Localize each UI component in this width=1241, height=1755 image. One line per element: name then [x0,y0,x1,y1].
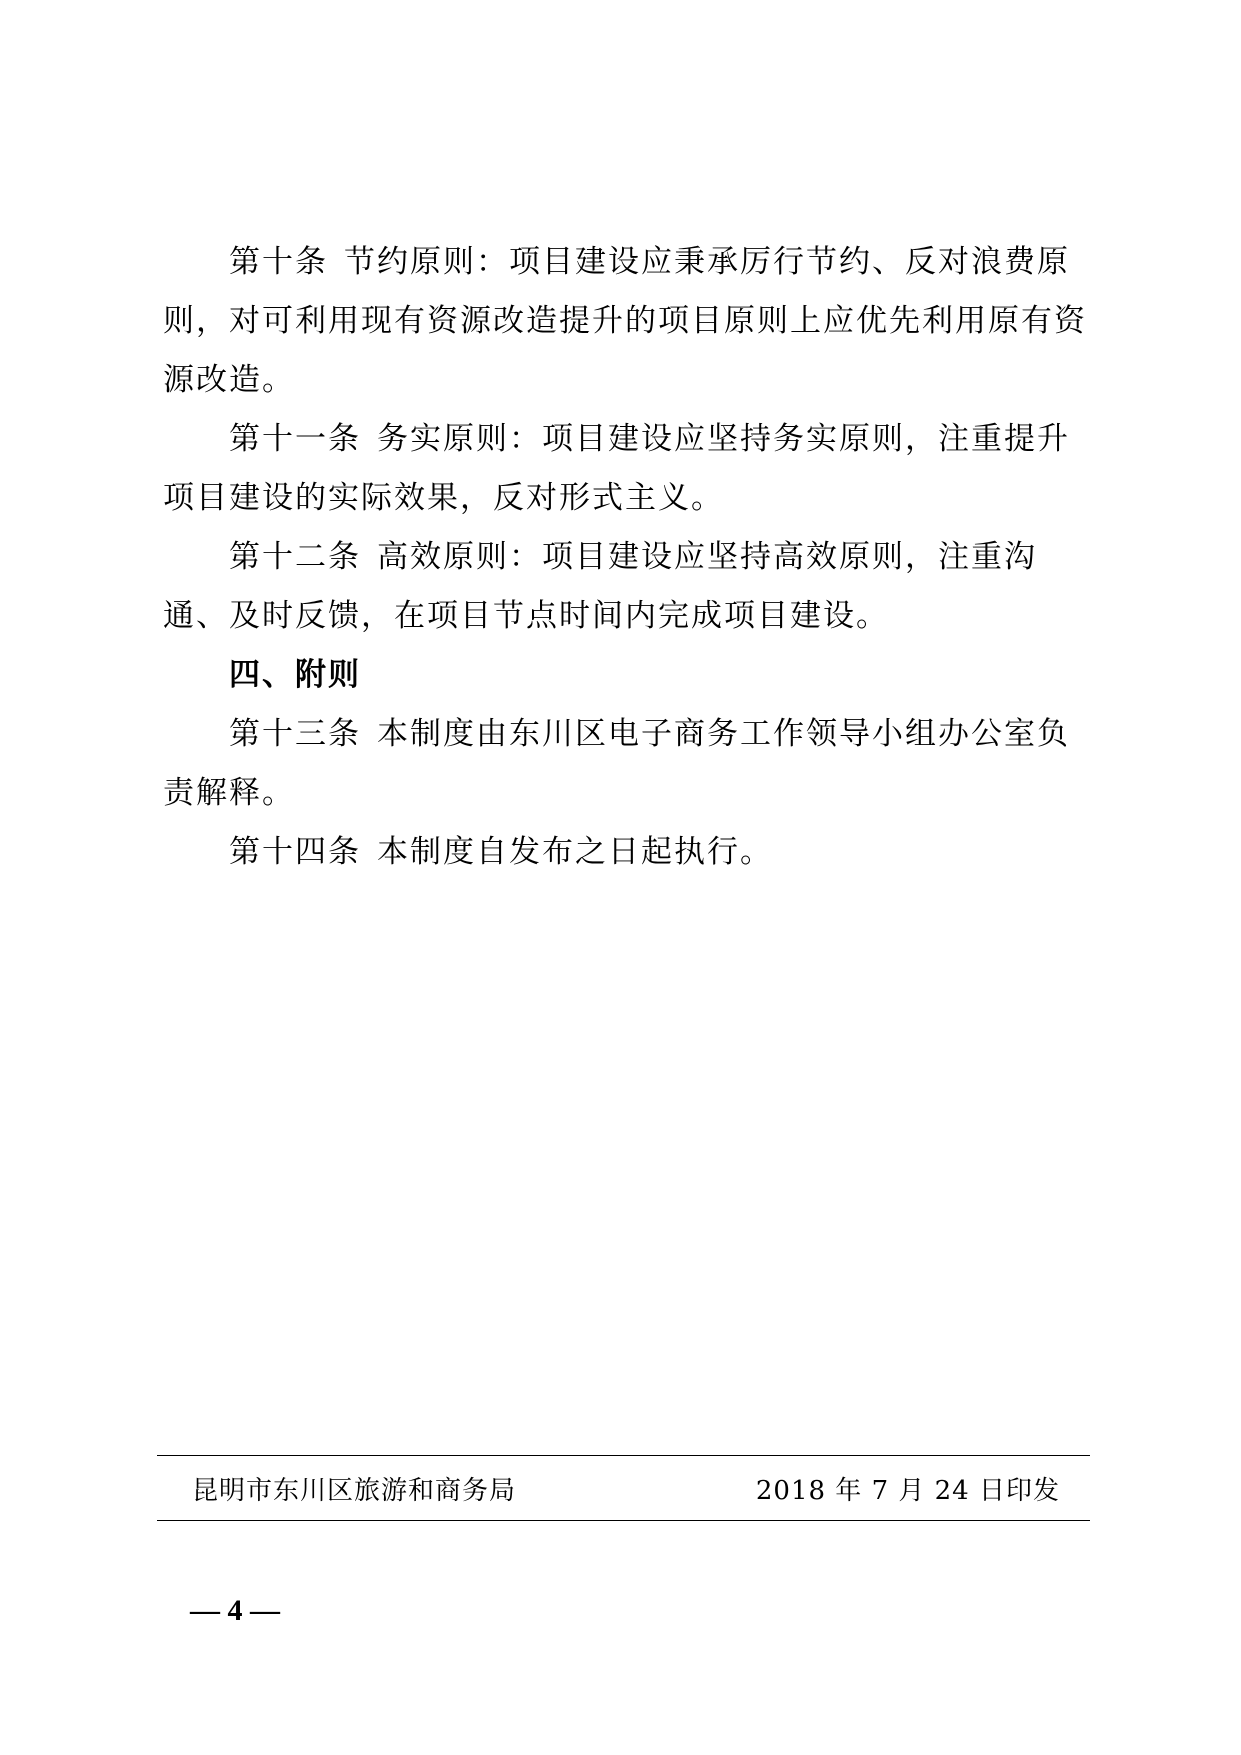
article-number: 第十四条 [229,834,361,870]
article-11 [163,410,1093,528]
article-12 [163,528,1093,646]
article-13 [163,705,1093,823]
article-text: 本制度自发布之日起执行。 [377,834,773,870]
page-number: — 4 — [190,1594,280,1627]
issue-date: 2018 年 7 月 24 日印发 [755,1476,1060,1506]
article-14 [163,823,1093,882]
article-number: 第十一条 [229,421,361,457]
article-text: 本制度由东川区电子商务工作领导小组办公室负责解释。 [163,716,1070,811]
issuance-footer [157,1455,1090,1521]
issuer-name: 昆明市东川区旅游和商务局 [192,1476,517,1506]
article-number: 第十三条 [229,716,361,752]
article-text: 节约原则：项目建设应秉承厉行节约、反对浪费原则，对可利用现有资源改造提升的项目原则上应优先利用原有资源改造。 [163,244,1087,398]
article-text: 务实原则：项目建设应坚持务实原则，注重提升项目建设的实际效果，反对形式主义。 [163,421,1070,516]
article-10 [163,233,1093,410]
document-body [163,233,1093,882]
article-number: 第十二条 [229,539,361,575]
section-heading: 四、附则 [229,657,361,693]
article-number: 第十条 [229,244,328,280]
article-text: 高效原则：项目建设应坚持高效原则，注重沟通、及时反馈，在项目节点时间内完成项目建设。 [163,539,1037,634]
